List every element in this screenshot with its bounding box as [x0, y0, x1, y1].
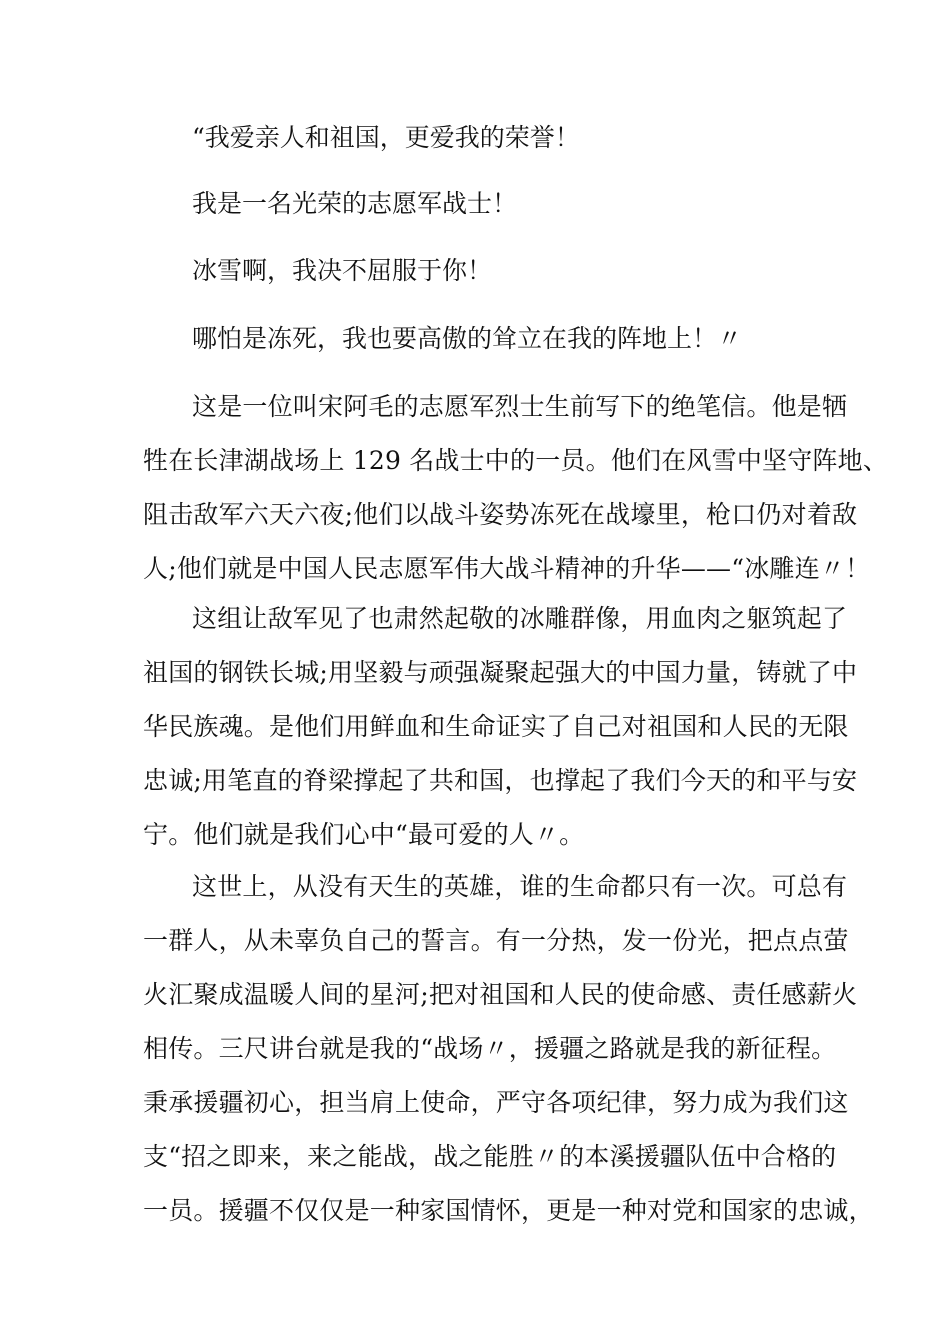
paragraph-line: 秉承援疆初心，担当肩上使命，严守各项纪律，努力成为我们这	[143, 1088, 849, 1117]
paragraph-line: 火汇聚成温暖人间的星河;把对祖国和人民的使命感、责任感薪火	[143, 980, 858, 1009]
paragraph-1	[143, 380, 889, 596]
poem-line-1: “我爱亲人和祖国，更爱我的荣誉！	[192, 123, 580, 152]
paragraph-line: 这是一位叫宋阿毛的志愿军烈士生前写下的绝笔信。他是牺	[192, 392, 848, 421]
paragraph-line: 这组让敌军见了也肃然起敬的冰雕群像，用血肉之躯筑起了	[192, 604, 848, 633]
paragraph-line: 一群人，从未辜负自己的誓言。有一分热，发一份光，把点点萤	[143, 926, 849, 955]
paragraph-line: 这世上，从没有天生的英雄，谁的生命都只有一次。可总有	[192, 872, 848, 901]
paragraph-line: 宁。他们就是我们心中“最可爱的人〃。	[143, 820, 585, 849]
poem-line-3: 冰雪啊，我决不屈服于你！	[192, 256, 493, 285]
paragraph-line: 牲在长津湖战场上 129 名战士中的一员。他们在风雪中坚守阵地、	[143, 446, 889, 475]
poem-line-4: 哪怕是冻死，我也要高傲的耸立在我的阵地上！〃	[192, 324, 743, 353]
paragraph-line: 华民族魂。是他们用鲜血和生命证实了自己对祖国和人民的无限	[143, 712, 849, 741]
paragraph-line: 一员。援疆不仅仅是一种家国情怀，更是一种对党和国家的忠诚，	[143, 1196, 874, 1225]
paragraph-line: 阻击敌军六天六夜;他们以战斗姿势冻死在战壕里，枪口仍对着敌	[143, 500, 858, 529]
paragraph-line: 人;他们就是中国人民志愿军伟大战斗精神的升华——“冰雕连〃！	[143, 554, 871, 583]
paragraph-3	[143, 860, 874, 1238]
poem-line-2: 我是一名光荣的志愿军战士！	[192, 189, 518, 218]
paragraph-line: 支“招之即来，来之能战，战之能胜〃的本溪援疆队伍中合格的	[143, 1142, 837, 1171]
paragraph-line: 祖国的钢铁长城;用坚毅与顽强凝聚起强大的中国力量，铸就了中	[143, 658, 858, 687]
paragraph-line: 相传。三尺讲台就是我的“战场〃，援疆之路就是我的新征程。	[143, 1034, 837, 1063]
paragraph-line: 忠诚;用笔直的脊梁撑起了共和国，也撑起了我们今天的和平与安	[143, 766, 858, 795]
paragraph-2	[143, 592, 858, 862]
